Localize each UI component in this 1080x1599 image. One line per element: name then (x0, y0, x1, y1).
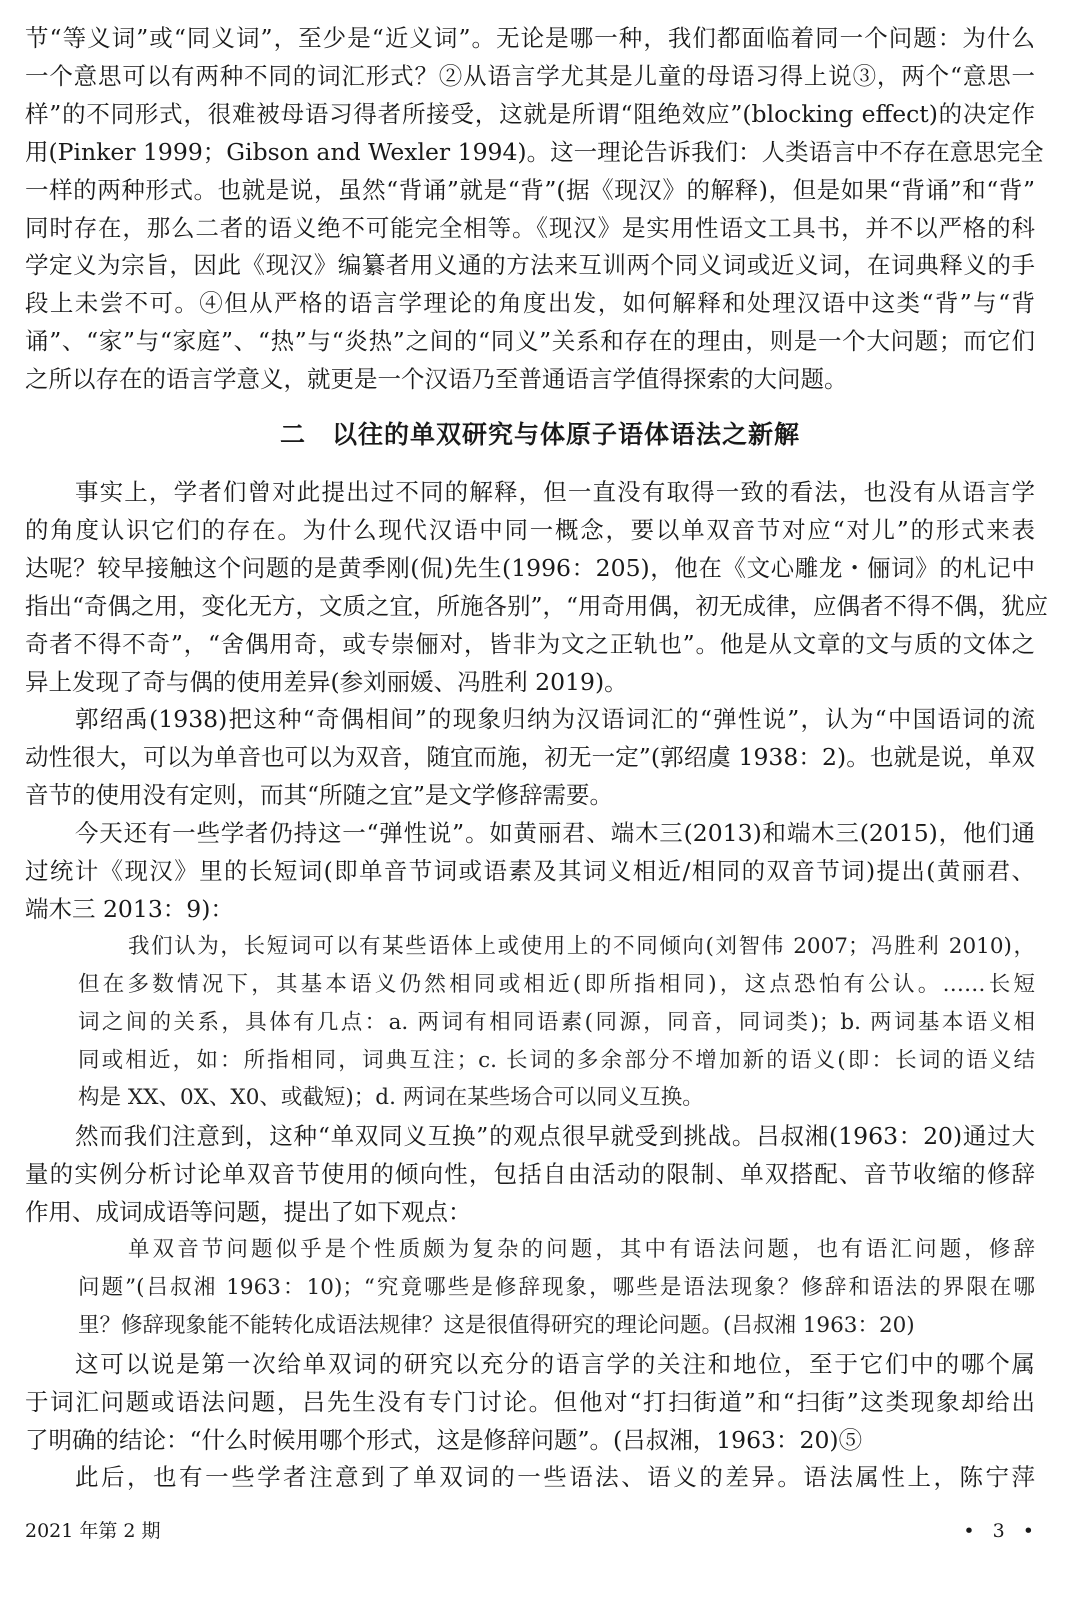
paragraph-line: 之所以存在的语言学意义，就更是一个汉语乃至普通语言学值得探索的大问题。 (25, 365, 848, 394)
paragraph-line: 了明确的结论：“什么时候用哪个形式，这是修辞问题”。(吕叔湘，1963：20)⑤ (25, 1425, 863, 1454)
paragraph-line: 的角度认识它们的存在。为什么现代汉语中同一概念，要以单双音节对应“对儿”的形式来表 (25, 515, 1035, 544)
section-heading: 二 以往的单双研究与体原子语体语法之新解 (279, 420, 800, 449)
block-quote-line: 里？修辞现象能不能转化成语法规律？这是很值得研究的理论问题。(吕叔湘 1963：20) (78, 1312, 915, 1338)
paragraph-line: 事实上，学者们曾对此提出过不同的解释，但一直没有取得一致的看法，也没有从语言学 (75, 478, 1035, 506)
block-quote-line: 同或相近，如：所指相同，词典互注；c. 长词的多余部分不增加新的语义(即：长词的语义结 (78, 1047, 1035, 1073)
paragraph-line: 学定义为宗旨，因此《现汉》编纂者用义通的方法来互训两个同义词或近义词，在词典释义的手 (25, 251, 1035, 280)
paragraph-line: 于词汇问题或语法问题，吕先生没有专门讨论。但他对“打扫街道”和“扫街”这类现象却给出 (25, 1387, 1035, 1416)
paragraph-line: 过统计《现汉》里的长短词(即单音节词或语素及其词义相近/相同的双音节词)提出(黄丽君、 (25, 857, 1035, 885)
paragraph-line: 作用、成词成语等问题，提出了如下观点： (25, 1198, 472, 1227)
paragraph-line: 这可以说是第一次给单双词的研究以充分的语言学的关注和地位，至于它们中的哪个属 (75, 1349, 1035, 1378)
paragraph-line: 此后，也有一些学者注意到了单双词的一些语法、语义的差异。语法属性上，陈宁萍 (75, 1463, 1035, 1492)
paragraph-line: 诵”、“家”与“家庭”、“热”与“炎热”之间的“同义”关系和存在的理由，则是一个大问题；而它们 (25, 327, 1035, 356)
paragraph-line: 指出“奇偶之用，变化无方，文质之宜，所施各别”，“用奇用偶，初无成律，应偶者不得不偶，犹应 (25, 591, 1049, 620)
paragraph-line: 一个意思可以有两种不同的词汇形式？②从语言学尤其是儿童的母语习得上说③，两个“意思一 (25, 61, 1035, 90)
paragraph-line: 量的实例分析讨论单双音节使用的倾向性，包括自由活动的限制、单双搭配、音节收缩的修辞 (25, 1160, 1035, 1189)
paragraph-line: 郭绍禹(1938)把这种“奇偶相间”的现象归纳为汉语词汇的“弹性说”，认为“中国语词的流 (75, 705, 1035, 734)
block-quote-line: 问题”(吕叔湘 1963：10)；“究竟哪些是修辞现象，哪些是语法现象？修辞和语法的界限在哪 (78, 1274, 1035, 1300)
paragraph-line: 段上未尝不可。④但从严格的语言学理论的角度出发，如何解释和处理汉语中这类“背”与“背 (25, 289, 1035, 318)
block-quote-line: 词之间的关系，具体有几点：a. 两词有相同语素(同源，同音，同词类)；b. 两词基本语义相 (78, 1009, 1035, 1035)
page-number: • 3 • (963, 1520, 1040, 1542)
paragraph-line: 音节的使用没有定则，而其“所随之宜”是文学修辞需要。 (25, 781, 614, 810)
paragraph-line: 一样的两种形式。也就是说，虽然“背诵”就是“背”(据《现汉》的解释)，但是如果“背诵”和“背” (25, 175, 1035, 204)
paragraph-line: 异上发现了奇与偶的使用差异(参刘丽媛、冯胜利 2019)。 (25, 667, 628, 696)
paragraph-line: 端木三 2013：9)： (25, 894, 234, 923)
paragraph-line: 达呢？较早接触这个问题的是黄季刚(侃)先生(1996：205)，他在《文心雕龙・俪词》的札记中 (25, 553, 1035, 582)
block-quote-line: 构是 XX、0X、X0、或截短)；d. 两词在某些场合可以同义互换。 (78, 1085, 704, 1111)
journal-issue: 2021 年第 2 期 (25, 1520, 161, 1542)
paragraph-line: 然而我们注意到，这种“单双同义互换”的观点很早就受到挑战。吕叔湘(1963：20)通过大 (75, 1122, 1035, 1151)
paragraph-line: 同时存在，那么二者的语义绝不可能完全相等。《现汉》是实用性语文工具书，并不以严格的科 (25, 213, 1035, 242)
paragraph-line: 用(Pinker 1999；Gibson and Wexler 1994)。这一理论告诉我们：人类语言中不存在意思完全 (25, 137, 1044, 166)
block-quote-line: 但在多数情况下，其基本语义仍然相同或相近(即所指相同)，这点恐怕有公认。……长短 (78, 971, 1035, 997)
paragraph-line: 节“等义词”或“同义词”，至少是“近义词”。无论是哪一种，我们都面临着同一个问题：为什么 (25, 24, 1035, 52)
paragraph-line: 奇者不得不奇”，“舍偶用奇，或专崇俪对，皆非为文之正轨也”。他是从文章的文与质的文体之 (25, 629, 1035, 658)
paragraph-line: 动性很大，可以为单音也可以为双音，随宜而施，初无一定”(郭绍虞 1938：2)。也就是说，单双 (25, 743, 1035, 772)
block-quote-line: 单双音节问题似乎是个性质颇为复杂的问题，其中有语法问题，也有语汇问题，修辞 (128, 1237, 1035, 1262)
paragraph-line: 样”的不同形式，很难被母语习得者所接受，这就是所谓“阻绝效应”(blocking effect)的决定作 (25, 99, 1035, 128)
paragraph-line: 今天还有一些学者仍持这一“弹性说”。如黄丽君、端木三(2013)和端木三(2015)，他们通 (75, 819, 1035, 848)
block-quote-line: 我们认为，长短词可以有某些语体上或使用上的不同倾向(刘智伟 2007；冯胜利 2010)， (128, 933, 1035, 959)
